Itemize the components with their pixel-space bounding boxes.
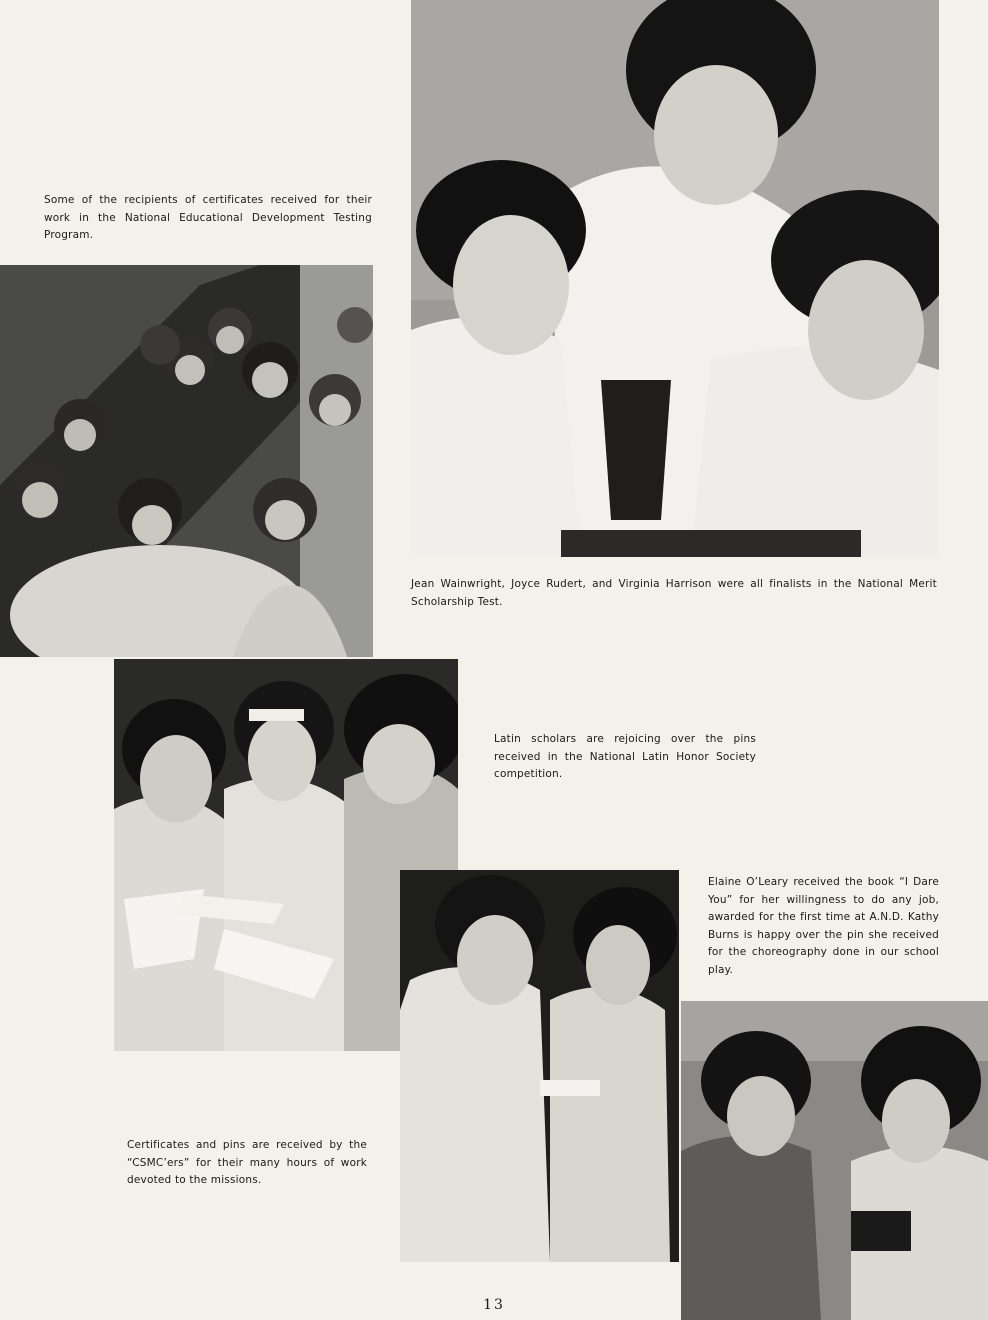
- page-number: 13: [483, 1297, 505, 1313]
- caption-latin-scholars: Latin scholars are rejoicing over the pins received in the National Latin Honor Society competition.: [494, 733, 756, 780]
- photo-testing-program-group: [0, 265, 373, 657]
- caption-merit-finalists: Jean Wainwright, Joyce Rudert, and Virginia Harrison were all finalists in the National Merit Scholarship Test.: [411, 578, 937, 608]
- caption-csmc: Certificates and pins are received by the “CSMC’ers” for their many hours of work devoted to the missions.: [127, 1139, 367, 1186]
- photo-award-recipients: [681, 1001, 988, 1320]
- photo-merit-finalists: [411, 0, 939, 557]
- caption-awards: Elaine O’Leary received the book “I Dare You” for her willingness to do any job, awarded for the first time at A.N.D. Kathy Burns is happy over the pin she received for the choreography done in our school play.: [708, 876, 939, 976]
- photo-csmc-ers: [400, 870, 679, 1262]
- caption-ned-testing: Some of the recipients of certificates received for their work in the National Educational Development Testing Program.: [44, 194, 372, 241]
